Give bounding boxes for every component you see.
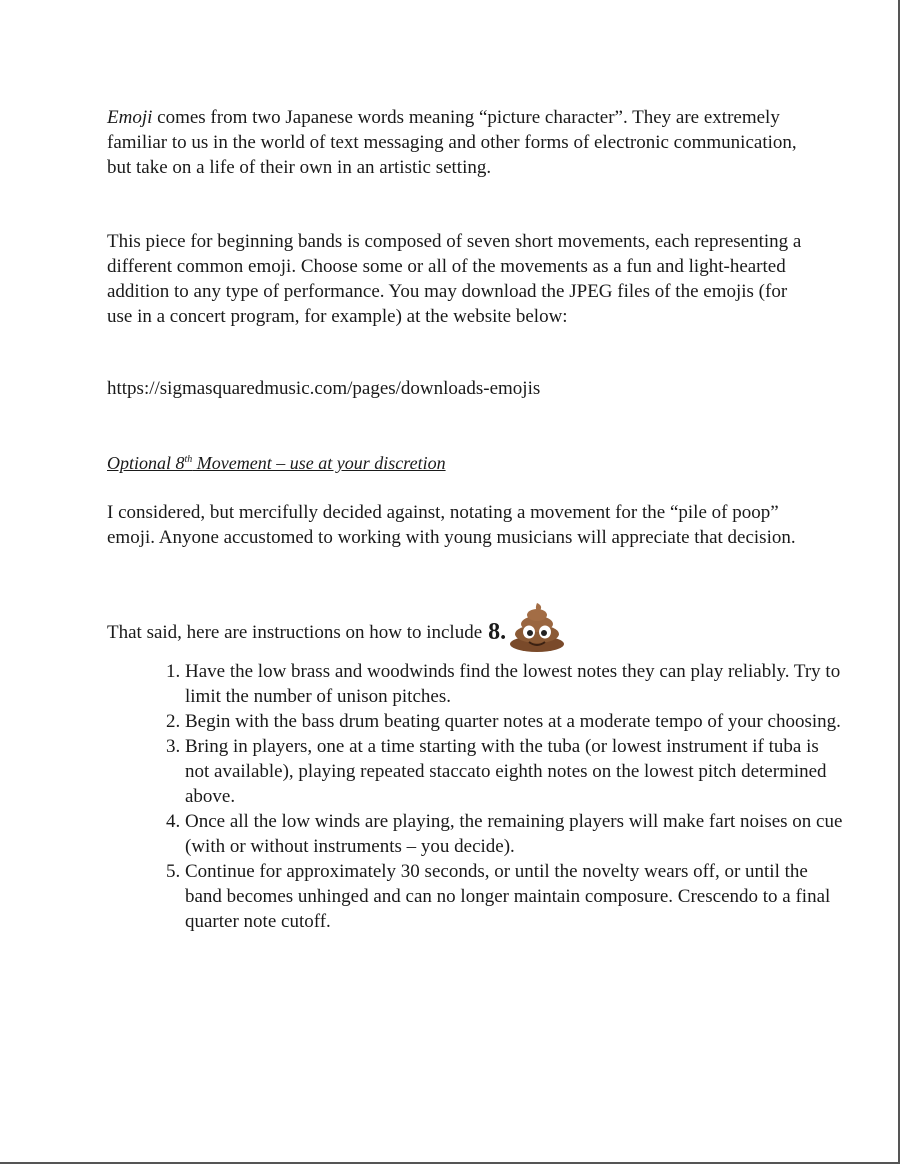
list-item: 1. Have the low brass and woodwinds find the lowest notes they can play reliably. Try to limit the number of unison pitches. <box>185 659 845 709</box>
intro-paragraph-1 <box>107 105 807 180</box>
list-item: 3. Bring in players, one at a time starting with the tuba (or lowest instrument if tuba is not available), playing repeated staccato eighth notes on the lowest pitch determined above. <box>185 734 845 809</box>
movement-number: 8. <box>488 618 507 645</box>
heading-part-2: Movement – use at your discretion <box>192 453 446 473</box>
optional-movement-heading <box>107 451 446 476</box>
list-item: 2. Begin with the bass drum beating quarter notes at a moderate tempo of your choosing. <box>185 709 845 734</box>
heading-part-1: Optional 8 <box>107 453 185 473</box>
lead-in-line <box>107 606 807 658</box>
list-item: 5. Continue for approximately 30 seconds, or until the novelty wears off, or until the band becomes unhinged and can no longer maintain composure. Crescendo to a final quarter note cutoff. <box>185 859 845 934</box>
website-url: https://sigmasquaredmusic.com/pages/downloads-emojis <box>107 378 541 399</box>
optional-paragraph: I considered, but mercifully decided against, notating a movement for the “pile of poop” emoji. Anyone accustomed to working with young musicians will appreciate that decision. <box>107 502 796 548</box>
lead-in-text: That said, here are instructions on how to include <box>107 621 483 643</box>
intro-paragraph-1-text: comes from two Japanese words meaning “picture character”. They are extremely familiar to us in the world of text messaging and other forms of electronic communication, but take on a life of their own in an artistic setting. <box>107 107 797 178</box>
emoji-word: Emoji <box>107 107 153 128</box>
list-item: 4. Once all the low winds are playing, the remaining players will make fart noises on cue (with or without instruments – you decide). <box>185 809 845 859</box>
heading-superscript: th <box>184 454 193 465</box>
instruction-list <box>150 659 845 934</box>
pile-of-poop-icon <box>508 600 566 652</box>
intro-paragraph-2: This piece for beginning bands is composed of seven short movements, each representing a different common emoji. Choose some or all of the movements as a fun and light-hearted addition to any type of performance. You may download the JPEG files of the emojis (for use in a concert program, for example) at the website below: <box>107 231 802 327</box>
